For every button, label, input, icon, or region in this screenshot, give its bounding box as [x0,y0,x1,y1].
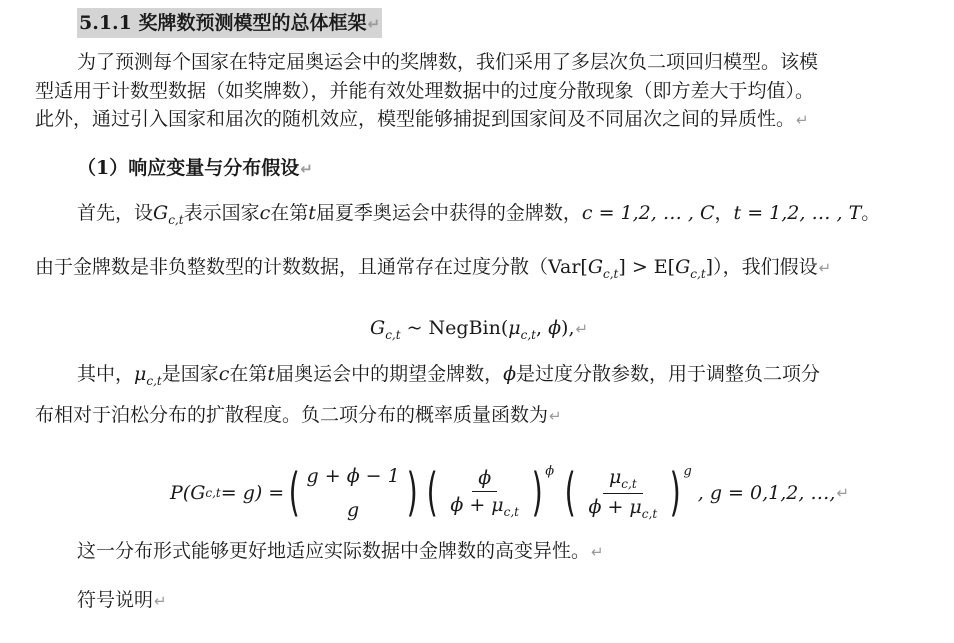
math-negbin: NegBin [428,317,501,339]
text-span: 符号说明 [77,589,154,611]
math-sub: c,t [503,504,519,519]
text-span: 布相对于泊松分布的扩散程度。负二项分布的概率质量函数为 [35,404,549,426]
math-t: t [308,202,316,224]
math-var: Var [548,256,581,278]
math-sub: c,t [385,327,401,342]
math-tail: ), [561,317,575,339]
pmf-formula [170,457,849,529]
text-span: 表示国家 [183,202,260,224]
section-heading [77,8,382,38]
binom-top: g + ϕ − 1 [306,465,400,487]
den-text: ϕ + μ [450,494,504,517]
math-sub: c,t [146,373,162,388]
left-paren-icon: ( [426,463,438,523]
exponent-phi: ϕ [545,463,555,479]
right-paren-icon: ) [669,463,681,523]
paragraph-mark-icon: ↵ [591,543,604,561]
math-exp: E [653,256,668,278]
paragraph-mark-icon: ↵ [367,15,381,33]
binom-bottom: g [347,499,360,521]
math-G: G [587,256,604,278]
text-span: 这一分布形式能够更好地适应实际数据中金牌数的高变异性。 [77,540,591,562]
text-span: 由于金牌数是非负整数型的计数数据，且通常存在过度分散（ [35,256,549,278]
fraction-denominator [444,492,525,519]
math-c: c [259,202,271,224]
math-sub: c,t [603,266,619,281]
den-text: ϕ + μ [588,495,642,518]
parameter-line-1 [77,359,820,388]
paragraph-mark-icon: ↵ [796,111,809,129]
text-span: 是过度分散参数，用于调整负二项分 [516,363,821,385]
math-sub: c,t [690,266,706,281]
conclusion-line [77,536,604,563]
negbin-formula: $G_{c,t}$ ~ $NegBin(\mu_{c,t}$, ϕ),↵ [370,317,589,342]
text-span: 届奥运会中的期望金牌数， [275,363,504,385]
math-P: P(G [170,482,206,504]
math-G: G [675,256,691,278]
math-G: G [153,202,169,224]
exponent-g: g [683,463,692,479]
math-sub: c,t [641,506,658,521]
math-mu: μ [508,317,521,339]
paragraph-mark-icon: ↵ [818,259,832,277]
math-tilde: ~ [400,317,429,339]
subsection-title-text: （1）响应变量与分布假设 [77,157,300,179]
math-sub: c,t [621,476,637,491]
math-G: G [370,317,386,339]
math-mu: μ [134,363,147,385]
subsection-title [77,153,313,180]
binomial [307,465,400,521]
text-span: 是国家 [161,363,219,385]
intro-line-2: 型适用于计数型数据（如奖牌数），并能有效处理数据中的过度分散现象（即方差大于均值）。 [35,80,815,102]
paragraph-mark-icon: ↵ [154,592,167,610]
math-gt: > [625,256,654,278]
fraction-denominator [582,494,663,521]
math-c: c [218,363,230,385]
fraction-numerator: ϕ [472,467,497,492]
definition-line [77,198,880,227]
fraction-numerator [603,466,643,494]
paragraph-mark-icon: ↵ [549,407,562,425]
text-span: 届夏季奥运会中获得的金牌数， [315,202,582,224]
intro-line-1: 为了预测每个国家在特定届奥运会中的奖牌数，我们采用了多层次负二项回归模型。该模 [77,51,819,73]
math-phi: ϕ [503,363,517,385]
fraction-1 [444,467,525,519]
assumption-line: 由于金牌数是非负整数型的计数数据，且通常存在过度分散$(Var[G_{c,t}] > E[G_{c,t}])$，我们假设↵ [35,256,832,281]
text-span: 在第 [270,202,309,224]
intro-line-3 [35,104,809,131]
left-paren-icon: ( [564,463,576,523]
math-sub: c,t [205,486,221,500]
paragraph-mark-icon: ↵ [300,160,313,178]
formula-tail: , g = 0,1,2, …, [697,482,836,504]
symbols-heading [77,585,167,612]
right-paren-icon: ) [406,463,418,523]
text-span: 在第 [229,363,268,385]
math-sub: c,t [520,327,536,342]
text-span: 其中， [77,363,135,385]
math-range-c: c = 1,2, … , C [581,202,715,224]
math-phi: ϕ [548,317,562,339]
section-heading-text: 5.1.1 奖牌数预测模型的总体框架 [79,12,367,34]
text-span: 首先，设 [77,202,154,224]
paragraph-mark-icon: ↵ [836,484,850,502]
intro-line-3-text: 此外，通过引入国家和届次的随机效应，模型能够捕捉到国家间及不同届次之间的异质性。 [35,108,796,130]
fraction-2 [582,466,663,521]
right-paren-icon: ) [531,463,543,523]
text-span: 。 [861,202,881,224]
text-span: ， [714,202,734,224]
parameter-line-2 [35,400,562,427]
num-text: μ [608,465,622,488]
math-eq: = g) = [220,482,285,504]
math-sub: c,t [168,212,184,227]
math-t: t [267,363,276,385]
math-range-t: t = 1,2, … , T [733,202,862,224]
text-span: ），我们假设 [713,256,818,278]
paragraph-mark-icon: ↵ [575,320,589,338]
left-paren-icon: ( [288,463,300,523]
